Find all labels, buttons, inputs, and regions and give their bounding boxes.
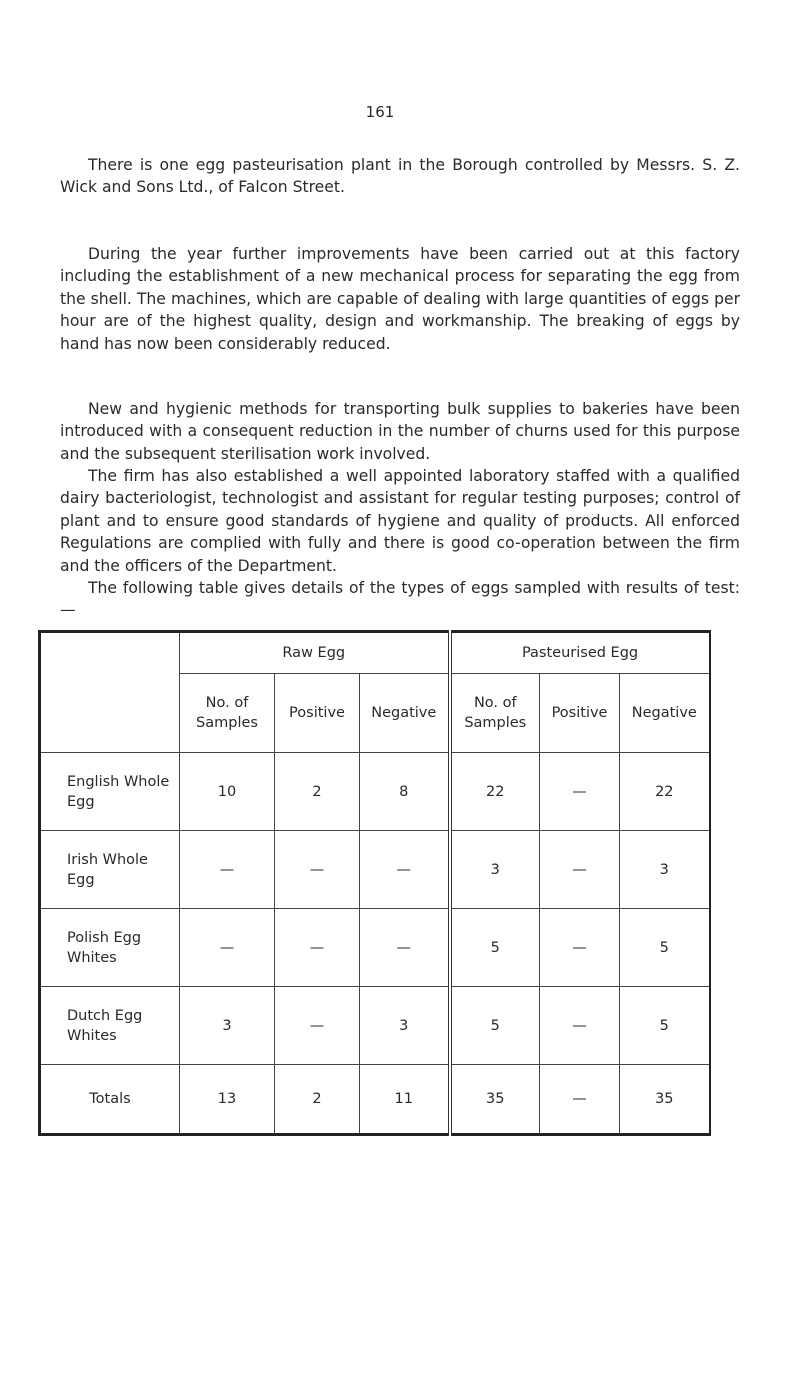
row-label: English Whole Egg [40,753,180,831]
page-number: 161 [365,103,395,121]
table-cell: — [540,831,620,909]
group-header-raw-egg: Raw Egg [180,632,450,674]
table-cell: — [540,987,620,1065]
table-cell: 22 [620,753,710,831]
table-cell: 10 [180,753,275,831]
row-label: Dutch Egg Whites [40,987,180,1065]
corner-cell [40,632,180,753]
table-cell: — [360,831,450,909]
table-cell: 35 [450,1065,540,1135]
col-raw-negative: Negative [360,674,450,753]
table-cell: 5 [450,987,540,1065]
paragraph-transport: New and hygienic methods for transporting bulk supplies to bakeries have been introduced with a consequent reduction in the number of churns used for this purpose and the subsequent sterilisation work involved. [60,400,740,463]
table-cell: — [275,831,360,909]
row-label: Irish Whole Egg [40,831,180,909]
table-cell: 2 [275,753,360,831]
table-row [40,987,710,1065]
totals-label: Totals [40,1065,180,1135]
table-cell: — [360,909,450,987]
paragraph-plant: There is one egg pasteurisation plant in the Borough controlled by Messrs. S. Z. Wick and Sons Ltd., of Falcon Street. [60,156,740,197]
table-cell: — [180,909,275,987]
egg-sampling-table [38,630,711,1136]
paragraph-laboratory: The firm has also established a well appointed laboratory staffed with a qualified dairy bacteriologist, technologist and assistant for regular testing purposes; control of plant and to ensure good standards of hygiene and quality of products. All enforced Regulations are complied with fully and there is good co-operation between the firm and the officers of the Department. [60,467,740,575]
table-cell: 13 [180,1065,275,1135]
table-cell: — [540,1065,620,1135]
table-cell: — [540,909,620,987]
col-past-negative: Negative [620,674,710,753]
table-cell: 5 [450,909,540,987]
table-cell: 5 [620,987,710,1065]
table-cell: 5 [620,909,710,987]
table-cell: 3 [180,987,275,1065]
table-cell: 11 [360,1065,450,1135]
group-header-pasteurised-egg: Pasteurised Egg [450,632,710,674]
col-raw-positive: Positive [275,674,360,753]
paragraph-table-intro: The following table gives details of the types of eggs sampled with results of test:— [60,579,740,620]
table-row [40,753,710,831]
row-label: Polish Egg Whites [40,909,180,987]
table-cell: — [180,831,275,909]
table-cell: — [275,909,360,987]
table-cell: 8 [360,753,450,831]
totals-row [40,1065,710,1135]
table-cell: 3 [450,831,540,909]
table-cell: — [275,987,360,1065]
table-row [40,909,710,987]
table-cell: 35 [620,1065,710,1135]
table-cell: 3 [360,987,450,1065]
table-row [40,831,710,909]
table-cell: 22 [450,753,540,831]
table-cell: 3 [620,831,710,909]
col-past-samples: No. of Samples [450,674,540,753]
col-past-positive: Positive [540,674,620,753]
paragraph-improvements: During the year further improvements have been carried out at this factory including the establishment of a new mechanical process for separating the egg from the shell. The machines, which are capable of dealing with large quantities of eggs per hour are of the highest quality, design and workmanship. The breaking of eggs by hand has now been considerably reduced. [60,245,740,353]
col-raw-samples: No. of Samples [196,695,258,731]
table-cell: — [540,753,620,831]
table-cell: 2 [275,1065,360,1135]
